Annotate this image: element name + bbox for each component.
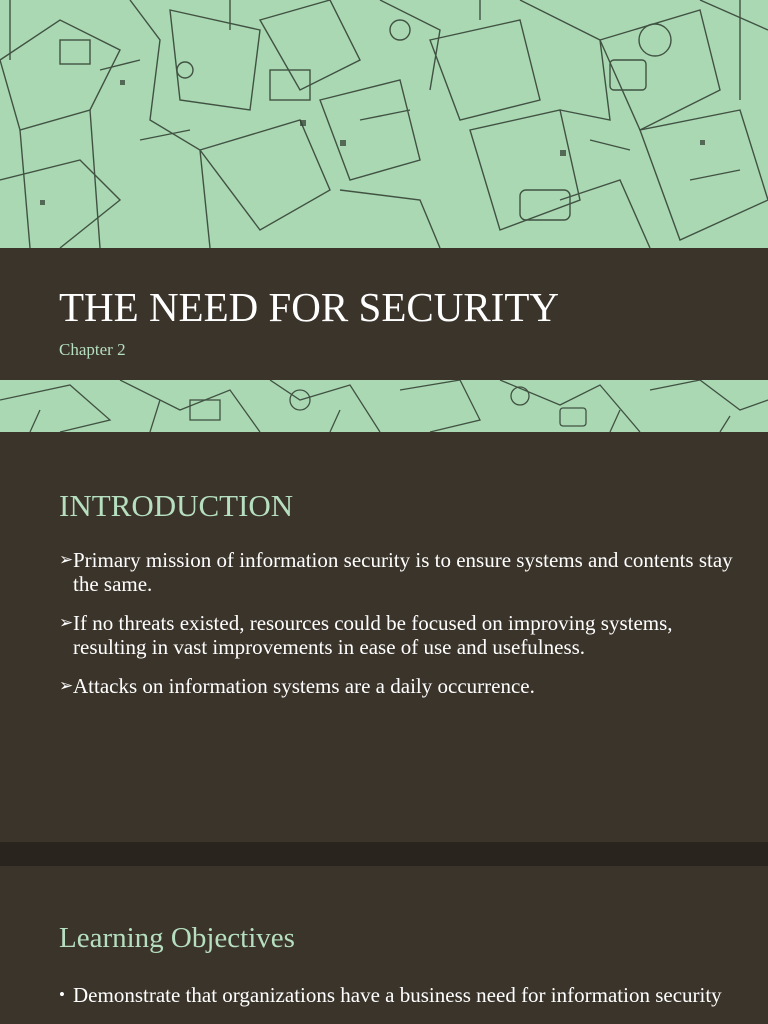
city-illustration-bottom — [0, 380, 768, 432]
bullet-text: Attacks on information systems are a daily occurrence. — [73, 674, 535, 698]
bullet-text: Primary mission of information security is to ensure systems and contents stay the same. — [73, 548, 733, 596]
bullet-list — [59, 548, 749, 713]
list-item — [59, 548, 749, 596]
slide-separator — [0, 842, 768, 866]
learning-objectives-slide — [0, 866, 768, 1024]
dot-bullet-icon: • — [59, 985, 65, 1004]
city-illustration-bottom-band — [0, 380, 768, 432]
slide-heading: INTRODUCTION — [59, 488, 294, 523]
slide-subtitle: Chapter 2 — [59, 340, 126, 359]
bullet-text: If no threats existed, resources could be focused on improving systems, resulting in vast improvements in ease of use and usefulness. — [73, 611, 673, 659]
city-illustration-top — [0, 0, 768, 248]
slide-heading: Learning Objectives — [59, 922, 295, 954]
title-slide — [0, 0, 768, 432]
city-illustration-top-band — [0, 0, 768, 248]
bullet-text: Demonstrate that organizations have a business need for information security — [73, 983, 722, 1007]
list-item — [59, 611, 749, 659]
list-item — [59, 983, 749, 1007]
slide-title: THE NEED FOR SECURITY — [59, 284, 559, 330]
arrow-bullet-icon: ➢ — [59, 550, 74, 570]
arrow-bullet-icon: ➢ — [59, 613, 74, 633]
bullet-list — [59, 983, 749, 1007]
arrow-bullet-icon: ➢ — [59, 676, 74, 696]
introduction-slide — [0, 432, 768, 842]
list-item — [59, 674, 749, 698]
